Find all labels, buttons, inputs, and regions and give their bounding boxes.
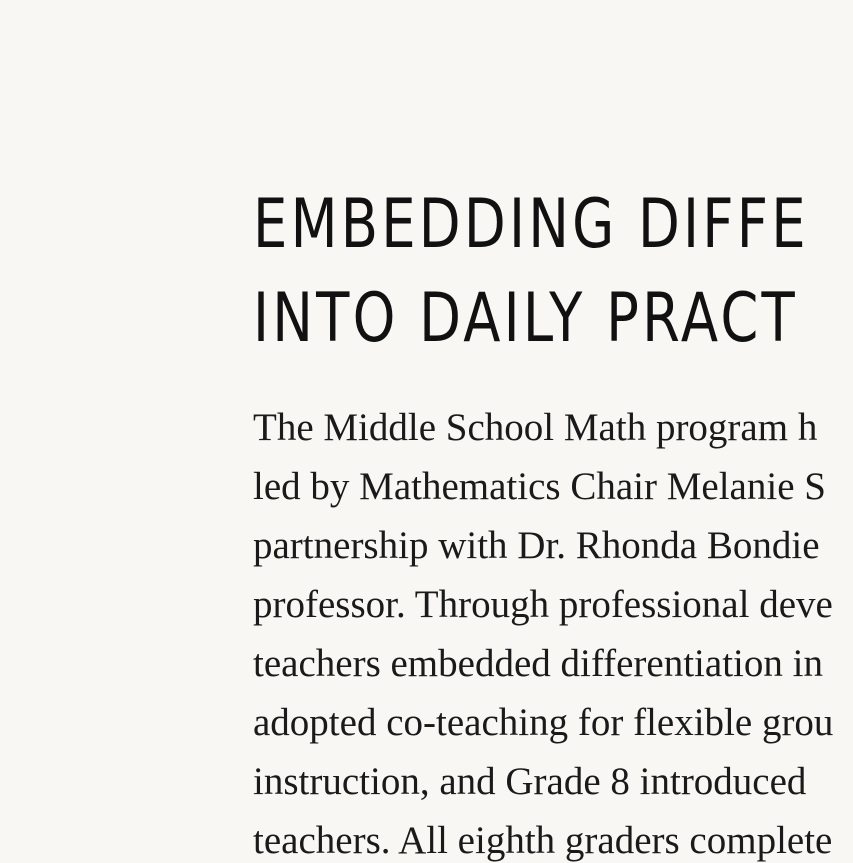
- article-body: [253, 398, 833, 863]
- body-line: partnership with Dr. Rhonda Bondie: [253, 524, 820, 567]
- body-line: instruction, and Grade 8 introduced: [253, 760, 807, 803]
- heading-line: INTO DAILY PRACT: [253, 279, 798, 358]
- body-line: The Middle School Math program h: [253, 406, 818, 449]
- body-line: led by Mathematics Chair Melanie S: [253, 465, 826, 508]
- article-heading: [253, 178, 809, 366]
- body-line: teachers. All eighth graders complete: [253, 819, 833, 862]
- body-line: teachers embedded differentiation in: [253, 642, 823, 685]
- heading-line: EMBEDDING DIFFE: [253, 185, 809, 264]
- body-line: professor. Through professional deve: [253, 583, 833, 626]
- body-line: adopted co-teaching for flexible grou: [253, 701, 834, 744]
